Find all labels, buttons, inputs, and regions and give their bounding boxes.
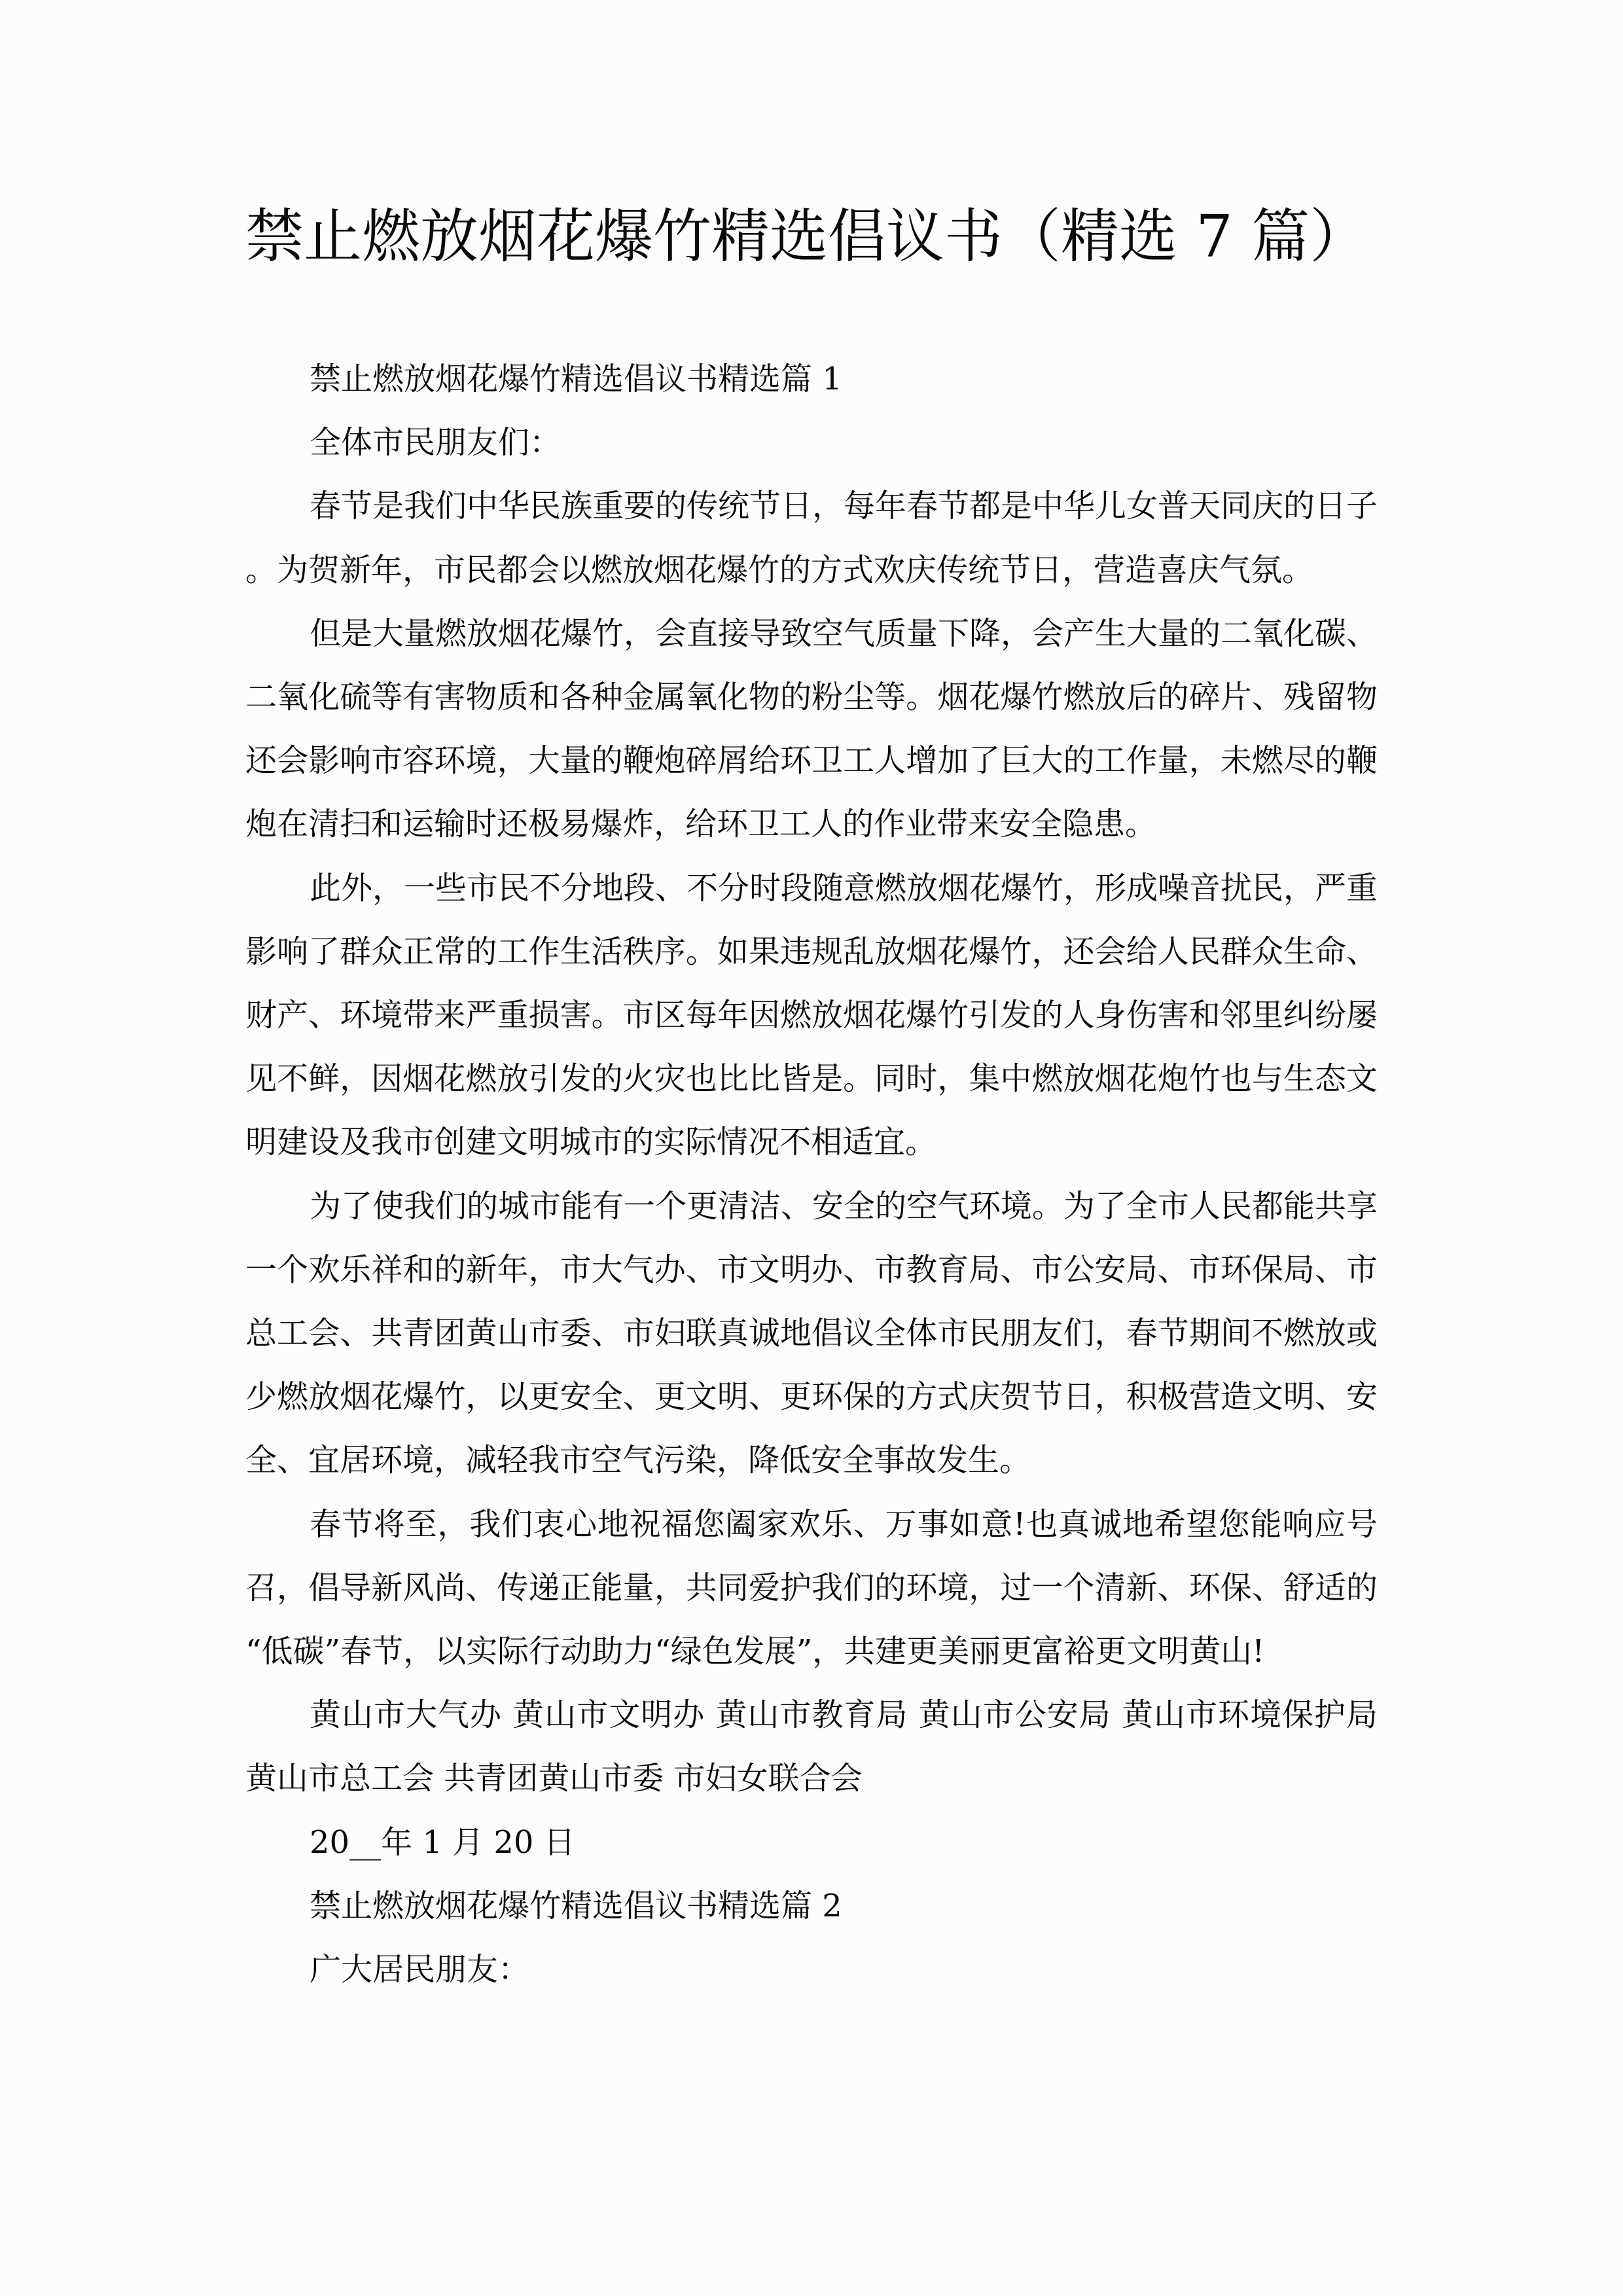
section-heading-1: 禁止燃放烟花爆竹精选倡议书精选篇 1 [310,361,842,397]
paragraph-noise-safety: 此外，一些市民不分地段、不分时段随意燃放烟花爆竹，形成噪音扰民，严重影响了群众正常的工作生活秩序。如果违规乱放烟花爆竹，还会给人民群众生命、财产、环境带来严重损害。市区每年因燃放烟花爆竹引发的人身伤害和邻里纠纷屡见不鲜，因烟花燃放引发的火灾也比比皆是。同时，集中燃放烟花炮竹也与生态文明建设及我市创建文明城市的实际情况不相适宜。 [245,869,1378,1161]
salutation-1: 全体市民朋友们： [310,424,562,461]
paragraph-spring-festival: 春节是我们中华民族重要的传统节日，每年春节都是中华儿女普天同庆的日子。为贺新年，市民都会以燃放烟花爆竹的方式欢庆传统节日，营造喜庆气氛。 [245,488,1378,588]
paragraph-proposal: 为了使我们的城市能有一个更清洁、安全的空气环境。为了全市人民都能共享一个欢乐祥和的新年，市大气办、市文明办、市教育局、市公安局、市环保局、市总工会、共青团黄山市委、市妇联真诚地倡议全体市民朋友们，春节期间不燃放或少燃放烟花爆竹，以更安全、更文明、更环保的方式庆贺节日，积极营造文明、安全、宜居环境，减轻我市空气污染，降低安全事故发生。 [245,1187,1378,1479]
paragraph-air-quality: 但是大量燃放烟花爆竹，会直接导致空气质量下降，会产生大量的二氧化碳、二氧化硫等有害物质和各种金属氧化物的粉尘等。烟花爆竹燃放后的碎片、残留物还会影响市容环境，大量的鞭炮碎屑给环卫工人增加了巨大的工作量，未燃尽的鞭炮在清扫和运输时还极易爆炸，给环卫工人的作业带来安全隐患。 [245,615,1378,843]
section-heading-2: 禁止燃放烟花爆竹精选倡议书精选篇 2 [310,1887,842,1924]
date-line: 20__年 1 月 20 日 [310,1823,575,1861]
paragraph-wishes: 春节将至，我们衷心地祝福您阖家欢乐、万事如意!也真诚地希望您能响应号召，倡导新风尚、传递正能量，共同爱护我们的环境，过一个清新、环保、舒适的“低碳”春节，以实际行动助力“绿色发展”，共建更美丽更富裕更文明黄山! [245,1505,1378,1670]
signatories: 黄山市大气办 黄山市文明办 黄山市教育局 黄山市公安局 黄山市环境保护局 黄山市总工会 共青团黄山市委 市妇女联合会 [245,1696,1378,1797]
document-body [245,348,1378,2001]
document-title: 禁止燃放烟花爆竹精选倡议书（精选 7 篇） [245,202,1368,270]
salutation-2: 广大居民朋友： [310,1951,530,1988]
